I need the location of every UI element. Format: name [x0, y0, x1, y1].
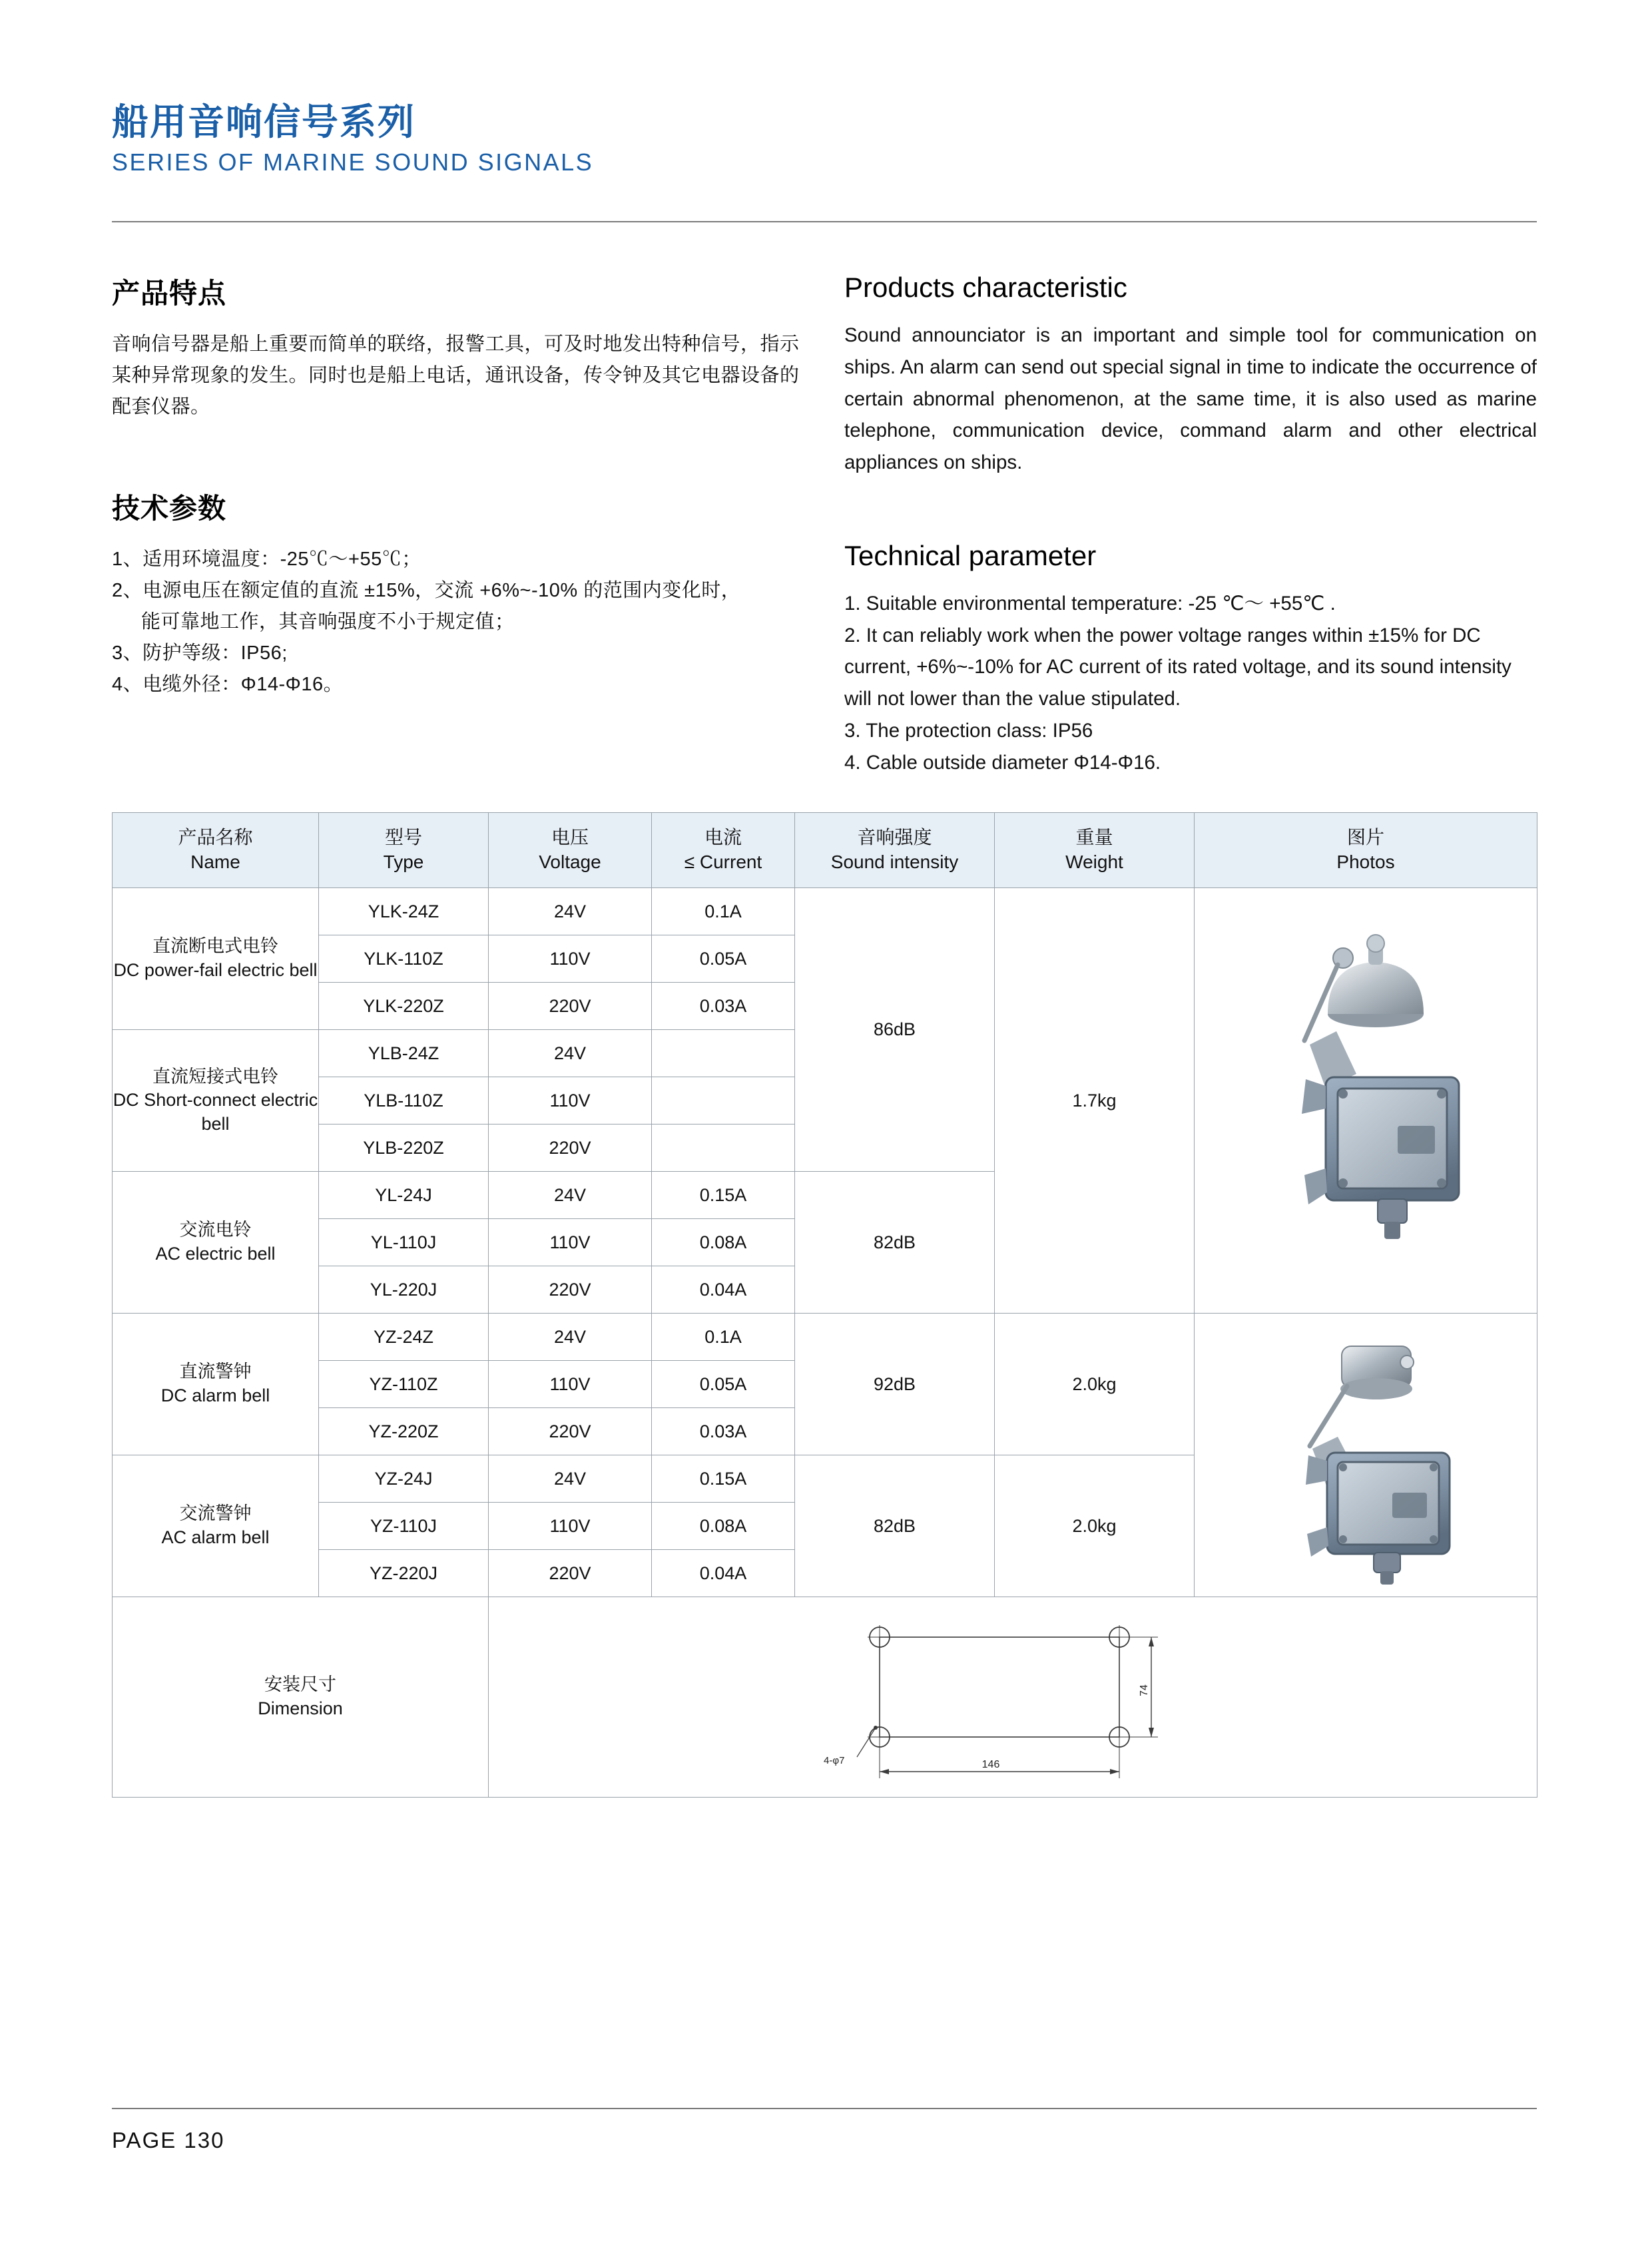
- group-name-cn: 直流断电式电铃: [152, 936, 278, 957]
- mounting-dimension-drawing: [793, 1597, 1233, 1797]
- tech-item-cn-1: 1、适用环境温度：-25℃～+55℃；: [112, 548, 421, 570]
- col-header-photos-cn: 图片: [1346, 827, 1384, 848]
- cell-type: YZ-24J: [319, 1455, 489, 1503]
- dimension-label-cn: 安装尺寸: [264, 1674, 336, 1695]
- group-name-dc-short-connect: [113, 1030, 319, 1172]
- cell-voltage: 220V: [489, 1124, 652, 1172]
- photo-alarm-bell: [1195, 1314, 1537, 1597]
- cell-current: 0.03A: [652, 983, 795, 1030]
- cell-current: 0.04A: [652, 1550, 795, 1597]
- col-header-name-cn: 产品名称: [178, 827, 253, 848]
- col-header-current-cn: 电流: [704, 827, 742, 848]
- col-header-type-en: Type: [383, 852, 424, 872]
- tech-item-en-4: 4. Cable outside diameter Φ14-Φ16.: [844, 751, 1161, 774]
- col-header-name: [113, 813, 319, 888]
- tech-list-en: [844, 588, 1537, 779]
- cell-type: YLB-110Z: [319, 1077, 489, 1124]
- group-name-cn: 直流短接式电铃: [152, 1066, 278, 1087]
- cell-type: YZ-110J: [319, 1503, 489, 1550]
- features-heading-cn: 产品特点: [112, 278, 227, 309]
- col-header-weight-cn: 重量: [1075, 827, 1113, 848]
- cell-voltage: 220V: [489, 1266, 652, 1314]
- page-number: PAGE 130: [112, 2128, 225, 2152]
- cell-current: 0.05A: [652, 935, 795, 983]
- cell-voltage: 24V: [489, 1314, 652, 1361]
- spec-table-wrapper: [112, 812, 1537, 1798]
- cell-weight-bell: 1.7kg: [995, 888, 1195, 1314]
- col-header-photos: [1195, 813, 1537, 888]
- tech-item-cn-3: 3、防护等级：IP56;: [112, 642, 288, 664]
- cell-voltage: 110V: [489, 1077, 652, 1124]
- group-name-dc-power-fail: [113, 888, 319, 1030]
- cell-voltage: 24V: [489, 1172, 652, 1219]
- group-name-en: DC alarm bell: [160, 1385, 270, 1405]
- page-header: [112, 100, 1537, 176]
- spec-table: [112, 812, 1537, 1798]
- cell-weight-alarm-ac: 2.0kg: [995, 1455, 1195, 1597]
- cell-type: YLK-24Z: [319, 888, 489, 935]
- height-dimension-label: 74: [1139, 1684, 1150, 1696]
- cell-current: [652, 1077, 795, 1124]
- table-row: [113, 1314, 1537, 1361]
- cell-current: 0.15A: [652, 1172, 795, 1219]
- cell-type: YLB-220Z: [319, 1124, 489, 1172]
- dimension-row: [113, 1597, 1537, 1798]
- col-header-weight: [995, 813, 1195, 888]
- table-header-row: [113, 813, 1537, 888]
- group-name-ac-electric-bell: [113, 1172, 319, 1314]
- table-row: [113, 888, 1537, 935]
- cell-type: YL-24J: [319, 1172, 489, 1219]
- cell-voltage: 220V: [489, 983, 652, 1030]
- cell-sound-intensity-86: 86dB: [795, 888, 995, 1172]
- tech-item-cn-2: 2、电源电压在额定值的直流 ±15%，交流 +6%~-10% 的范围内变化时，: [112, 579, 741, 601]
- cell-current: 0.08A: [652, 1219, 795, 1266]
- page-title-cn: 船用音响信号系列: [112, 101, 416, 142]
- cell-type: YL-220J: [319, 1266, 489, 1314]
- dimension-drawing-cell: [489, 1597, 1537, 1798]
- cell-current: 0.04A: [652, 1266, 795, 1314]
- cell-sound-intensity-92: 92dB: [795, 1314, 995, 1455]
- cell-sound-intensity-82-alarm: 82dB: [795, 1455, 995, 1597]
- group-name-ac-alarm-bell: [113, 1455, 319, 1597]
- cell-type: YZ-24Z: [319, 1314, 489, 1361]
- col-header-sound-en: Sound intensity: [830, 852, 959, 872]
- cell-type: YZ-110Z: [319, 1361, 489, 1408]
- tech-heading-en: Technical parameter: [844, 539, 1097, 571]
- cell-current: 0.1A: [652, 888, 795, 935]
- tech-heading-cn: 技术参数: [112, 492, 227, 524]
- col-header-current: [652, 813, 795, 888]
- cell-voltage: 110V: [489, 1219, 652, 1266]
- cell-voltage: 110V: [489, 935, 652, 983]
- col-header-weight-en: Weight: [1065, 852, 1123, 872]
- cell-current: 0.08A: [652, 1503, 795, 1550]
- alarm-bell-illustration: [1233, 1322, 1499, 1589]
- group-name-cn: 直流警钟: [179, 1362, 252, 1382]
- header-divider: [112, 221, 1537, 222]
- photo-electric-bell: [1195, 888, 1537, 1314]
- dimension-label-en: Dimension: [258, 1698, 343, 1718]
- col-header-type: [319, 813, 489, 888]
- cell-voltage: 24V: [489, 1030, 652, 1077]
- cell-current: [652, 1030, 795, 1077]
- tech-item-en-1: 1. Suitable environmental temperature: -25 ℃～ +55℃ .: [844, 592, 1336, 615]
- width-dimension-label: 146: [981, 1759, 1000, 1770]
- cell-current: 0.03A: [652, 1408, 795, 1455]
- tech-item-cn-2b: 能可靠地工作，其音响强度不小于规定值；: [141, 611, 515, 632]
- col-header-type-cn: 型号: [384, 827, 422, 848]
- col-header-voltage-en: Voltage: [539, 852, 601, 872]
- left-column: [112, 272, 804, 700]
- cell-voltage: 220V: [489, 1550, 652, 1597]
- col-header-voltage: [489, 813, 652, 888]
- group-name-en: AC alarm bell: [161, 1527, 270, 1547]
- features-heading-en: Products characteristic: [844, 272, 1127, 303]
- col-header-name-en: Name: [190, 852, 240, 872]
- electric-bell-illustration: [1226, 914, 1506, 1287]
- cell-weight-alarm-dc: 2.0kg: [995, 1314, 1195, 1455]
- tech-item-cn-4: 4、电缆外径：Φ14-Φ16。: [112, 673, 344, 695]
- cell-voltage: 220V: [489, 1408, 652, 1455]
- tech-list-cn: [112, 544, 804, 700]
- cell-type: YLB-24Z: [319, 1030, 489, 1077]
- cell-current: 0.05A: [652, 1361, 795, 1408]
- cell-current: 0.1A: [652, 1314, 795, 1361]
- group-name-cn: 交流电铃: [179, 1220, 252, 1240]
- col-header-sound: [795, 813, 995, 888]
- cell-current: [652, 1124, 795, 1172]
- features-text-cn: 音响信号器是船上重要而简单的联络，报警工具，可及时地发出特种信号，指示某种异常现象的发生。同时也是船上电话，通讯设备，传令钟及其它电器设备的配套仪器。: [112, 334, 800, 417]
- tech-item-en-2: 2. It can reliably work when the power voltage ranges within ±15% for DC current, +6%~-10% for AC current of its rated voltage, and its sound intensity will not lower than the value stipulated.: [844, 624, 1512, 710]
- tech-item-en-3: 3. The protection class: IP56: [844, 720, 1093, 742]
- group-name-en: DC Short-connect electric bell: [113, 1090, 318, 1134]
- hole-callout-label: 4-φ7: [824, 1755, 845, 1766]
- group-name-en: AC electric bell: [155, 1244, 276, 1264]
- cell-type: YL-110J: [319, 1219, 489, 1266]
- cell-voltage: 24V: [489, 1455, 652, 1503]
- group-name-en: DC power-fail electric bell: [113, 960, 318, 980]
- group-name-cn: 交流警钟: [179, 1503, 252, 1524]
- cell-type: YLK-220Z: [319, 983, 489, 1030]
- cell-voltage: 24V: [489, 888, 652, 935]
- group-name-dc-alarm-bell: [113, 1314, 319, 1455]
- col-header-photos-en: Photos: [1336, 852, 1395, 872]
- col-header-voltage-cn: 电压: [551, 827, 589, 848]
- dimension-label-cell: [113, 1597, 489, 1798]
- cell-sound-intensity-82-bell: 82dB: [795, 1172, 995, 1314]
- cell-type: YZ-220Z: [319, 1408, 489, 1455]
- cell-type: YLK-110Z: [319, 935, 489, 983]
- col-header-sound-cn: 音响强度: [857, 827, 932, 848]
- col-header-current-en: ≤ Current: [684, 852, 762, 872]
- page-title-en: SERIES OF MARINE SOUND SIGNALS: [112, 148, 594, 176]
- cell-current: 0.15A: [652, 1455, 795, 1503]
- cell-type: YZ-220J: [319, 1550, 489, 1597]
- cell-voltage: 110V: [489, 1503, 652, 1550]
- footer-divider: [112, 2108, 1537, 2109]
- right-column: [844, 272, 1537, 779]
- cell-voltage: 110V: [489, 1361, 652, 1408]
- features-text-en: Sound announciator is an important and simple tool for communication on ships. An alarm can send out special signal in time to indicate the occurrence of certain abnormal phenomenon, at the same time, it is also used as marine telephone, communication device, command alarm and other electrical appliances on ships.: [844, 324, 1537, 474]
